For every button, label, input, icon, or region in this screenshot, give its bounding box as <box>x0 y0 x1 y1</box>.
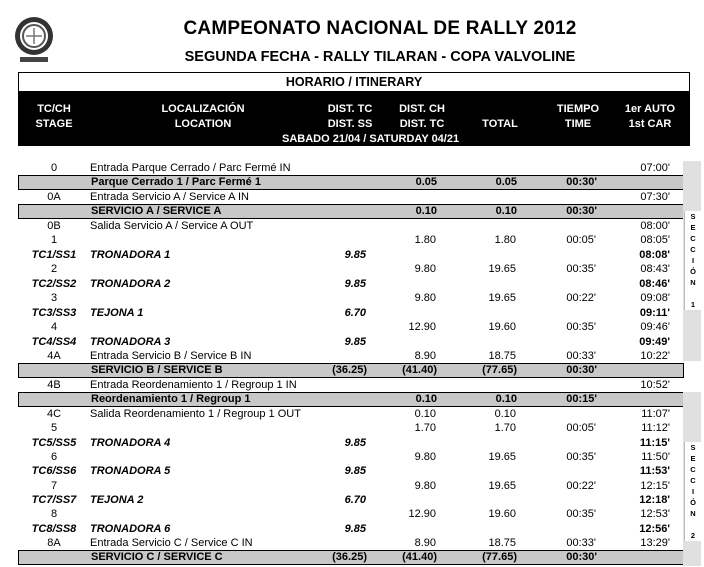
cell-loc: Entrada Parque Cerrado / Parc Fermé IN <box>90 162 291 174</box>
cell-ch: 12.90 <box>408 321 436 333</box>
cell-code: TC8/SS8 <box>31 523 77 535</box>
cell-loc: Salida Reordenamiento 1 / Regroup 1 OUT <box>90 408 301 420</box>
table-row <box>18 291 684 305</box>
cell-tot: (77.65) <box>482 364 517 376</box>
section-letter: 2 <box>690 531 696 540</box>
cell-time: 00:35' <box>566 263 596 275</box>
section-letter: C <box>690 465 696 474</box>
service-row <box>18 363 684 378</box>
itinerary-header: HORARIO / ITINERARY <box>18 72 690 92</box>
cell-ch: 1.80 <box>414 234 436 246</box>
section-letter: Ó <box>690 267 696 276</box>
table-row <box>18 378 684 392</box>
cell-car: 13:29' <box>640 537 670 549</box>
cell-loc: SERVICIO B / SERVICE B <box>91 364 223 376</box>
cell-loc: Reordenamiento 1 / Regroup 1 <box>91 393 251 405</box>
section-letter: C <box>690 476 696 485</box>
cell-car: 11:15' <box>639 437 670 449</box>
cell-car: 08:46' <box>639 278 670 290</box>
cell-car: 12:15' <box>640 480 670 492</box>
cell-time: 00:15' <box>566 393 597 405</box>
cell-tot: 18.75 <box>488 350 516 362</box>
cell-loc: TRONADORA 1 <box>90 249 171 261</box>
cell-code: TC3/SS3 <box>31 307 77 319</box>
cell-code: TC7/SS7 <box>31 494 77 506</box>
cell-car: 12:53' <box>640 508 670 520</box>
page-title: CAMPEONATO NACIONAL DE RALLY 2012 <box>183 18 577 39</box>
cell-loc: TRONADORA 6 <box>90 523 171 535</box>
cell-tot: 1.80 <box>494 234 516 246</box>
cell-tot: 1.70 <box>494 422 516 434</box>
cell-ch: 0.10 <box>415 205 437 217</box>
section-letter: I <box>691 487 695 496</box>
cell-tot: (77.65) <box>482 551 517 563</box>
cell-ch: (41.40) <box>402 551 437 563</box>
cell-time: 00:30' <box>566 176 597 188</box>
cell-time: 00:35' <box>566 508 596 520</box>
cell-loc: Entrada Reordenamiento 1 / Regroup 1 IN <box>90 379 297 391</box>
cell-loc: TRONADORA 5 <box>90 465 171 477</box>
cell-code: 2 <box>50 263 58 275</box>
cell-code: TC4/SS4 <box>31 336 77 348</box>
table-row <box>18 450 684 464</box>
cell-car: 11:12' <box>641 422 670 434</box>
cell-loc: Entrada Servicio C / Service C IN <box>90 537 253 549</box>
cell-ss: 9.85 <box>344 465 366 477</box>
cell-time: 00:33' <box>566 537 596 549</box>
service-row <box>18 392 684 407</box>
cell-time: 00:35' <box>566 321 596 333</box>
cell-loc: TRONADORA 4 <box>90 437 171 449</box>
service-row <box>18 550 684 565</box>
cell-ch: 9.80 <box>414 292 436 304</box>
cell-tot: 0.10 <box>494 408 516 420</box>
cell-ss: 9.85 <box>344 437 366 449</box>
cell-loc: SERVICIO C / SERVICE C <box>91 551 223 563</box>
page-subtitle: SEGUNDA FECHA - RALLY TILARAN - COPA VALVOLINE <box>184 49 576 65</box>
section-letter: N <box>690 509 696 518</box>
section-marker <box>684 442 701 541</box>
cell-tot: 19.65 <box>488 480 516 492</box>
cell-car: 08:08' <box>639 249 670 261</box>
service-row <box>18 175 684 190</box>
section-letter: C <box>690 234 696 243</box>
cell-code: TC6/SS6 <box>31 465 77 477</box>
stage-row <box>18 436 684 450</box>
cell-tot: 19.60 <box>488 508 516 520</box>
col-stage: TC/CH STAGE <box>35 103 73 130</box>
table-row <box>18 536 684 550</box>
cell-loc: Salida Servicio A / Service A OUT <box>90 220 254 232</box>
table-row <box>18 320 684 334</box>
cell-code: 8 <box>50 508 58 520</box>
cell-loc: TEJONA 2 <box>90 494 144 506</box>
cell-loc: Parque Cerrado 1 / Parc Fermé 1 <box>91 176 261 188</box>
column-header-bar <box>18 91 690 133</box>
table-row <box>18 421 684 435</box>
table-row <box>18 190 684 204</box>
col-time: TIEMPO TIME <box>556 103 600 130</box>
table-row <box>18 479 684 493</box>
section-letter: E <box>690 454 696 463</box>
col-dist-ch: DIST. CH DIST. TC <box>399 103 445 130</box>
cell-code: TC2/SS2 <box>31 278 77 290</box>
cell-time: 00:05' <box>566 234 596 246</box>
cell-loc: TRONADORA 3 <box>90 336 171 348</box>
cell-ch: 0.05 <box>415 176 437 188</box>
section-marker <box>684 211 701 310</box>
cell-tot: 0.05 <box>495 176 517 188</box>
stage-row <box>18 306 684 320</box>
cell-time: 00:35' <box>566 451 596 463</box>
cell-code: 4A <box>47 350 61 362</box>
cell-ss: (36.25) <box>332 364 367 376</box>
col-first-car: 1er AUTO 1st CAR <box>624 103 676 130</box>
cell-tot: 19.65 <box>488 451 516 463</box>
cell-code: 1 <box>50 234 58 246</box>
section-letter: 1 <box>690 300 696 309</box>
cell-code: 4 <box>50 321 58 333</box>
stage-row <box>18 277 684 291</box>
cell-tot: 19.65 <box>488 292 516 304</box>
cell-car: 12:56' <box>639 523 670 535</box>
cell-time: 00:30' <box>566 205 597 217</box>
section-letter: S <box>690 443 696 452</box>
section-letter: I <box>691 256 695 265</box>
cell-ch: 0.10 <box>414 408 436 420</box>
cell-car: 09:08' <box>640 292 670 304</box>
cell-time: 00:33' <box>566 350 596 362</box>
cell-code: TC5/SS5 <box>31 437 77 449</box>
cell-time: 00:22' <box>566 480 596 492</box>
table-row <box>18 262 684 276</box>
cell-time: 00:30' <box>566 364 597 376</box>
cell-loc: Entrada Servicio B / Service B IN <box>90 350 252 362</box>
cell-car: 11:07' <box>641 408 670 420</box>
cell-loc: Entrada Servicio A / Service A IN <box>90 191 249 203</box>
cell-ch: 8.90 <box>414 350 436 362</box>
cell-car: 11:50' <box>641 451 670 463</box>
cell-ss: 6.70 <box>344 307 366 319</box>
cell-code: TC1/SS1 <box>31 249 77 261</box>
table-row <box>18 349 684 363</box>
cell-ch: 9.80 <box>414 263 436 275</box>
cell-ss: 9.85 <box>344 249 366 261</box>
stage-row <box>18 493 684 507</box>
stage-row <box>18 248 684 262</box>
section-letter: C <box>690 245 696 254</box>
col-total: TOTAL <box>482 118 518 130</box>
cell-tot: 0.10 <box>495 205 517 217</box>
section-letter <box>685 288 701 299</box>
table-row <box>18 507 684 521</box>
cell-code: 0B <box>47 220 61 232</box>
cell-time: 00:30' <box>566 551 597 563</box>
cell-loc: TRONADORA 2 <box>90 278 171 290</box>
cell-ch: 9.80 <box>414 480 436 492</box>
service-row <box>18 204 684 219</box>
cell-code: 6 <box>50 451 58 463</box>
section-letter: N <box>690 278 696 287</box>
cell-ss: 9.85 <box>344 336 366 348</box>
cell-code: 4B <box>47 379 61 391</box>
cell-car: 09:11' <box>639 307 670 319</box>
cell-car: 08:43' <box>640 263 670 275</box>
section-letter: E <box>690 223 696 232</box>
table-row <box>18 233 684 247</box>
cell-car: 07:00' <box>640 162 670 174</box>
cell-ss: 9.85 <box>344 278 366 290</box>
day-row: SABADO 21/04 / SATURDAY 04/21 <box>18 133 690 146</box>
col-location: LOCALIZACIÓN LOCATION <box>161 103 245 130</box>
cell-time: 00:22' <box>566 292 596 304</box>
cell-car: 08:05' <box>640 234 670 246</box>
section-letter <box>685 519 701 530</box>
cell-ss: 9.85 <box>344 523 366 535</box>
section-letter: S <box>690 212 696 221</box>
cell-code: 7 <box>50 480 58 492</box>
cell-tot: 18.75 <box>488 537 516 549</box>
cell-tot: 19.60 <box>488 321 516 333</box>
cell-time: 00:05' <box>566 422 596 434</box>
cell-car: 08:00' <box>640 220 670 232</box>
col-dist-ss: DIST. TC DIST. SS <box>327 103 373 130</box>
cell-code: 0A <box>47 191 61 203</box>
cell-car: 10:52' <box>640 379 670 391</box>
cell-code: 8A <box>47 537 61 549</box>
cell-ch: 0.10 <box>415 393 437 405</box>
cell-car: 07:30' <box>640 191 670 203</box>
cell-car: 12:18' <box>639 494 670 506</box>
cell-car: 10:22' <box>640 350 670 362</box>
cell-loc: TEJONA 1 <box>90 307 144 319</box>
cell-code: 4C <box>46 408 62 420</box>
stage-row <box>18 464 684 478</box>
cell-tot: 0.10 <box>495 393 517 405</box>
stage-row <box>18 522 684 536</box>
cell-ch: 9.80 <box>414 451 436 463</box>
cell-loc: SERVICIO A / SERVICE A <box>91 205 222 217</box>
cell-ch: 1.70 <box>414 422 436 434</box>
cell-code: 3 <box>50 292 58 304</box>
cell-car: 11:53' <box>639 465 670 477</box>
cell-car: 09:46' <box>640 321 670 333</box>
cell-ss: 6.70 <box>344 494 366 506</box>
cell-tot: 19.65 <box>488 263 516 275</box>
cell-ch: 12.90 <box>408 508 436 520</box>
cell-ch: 8.90 <box>414 537 436 549</box>
table-row <box>18 407 684 421</box>
section-letter: Ó <box>690 498 696 507</box>
stage-row <box>18 335 684 349</box>
table-row <box>18 219 684 233</box>
cell-ch: (41.40) <box>402 364 437 376</box>
cell-car: 09:49' <box>639 336 670 348</box>
cell-code: 0 <box>50 162 58 174</box>
cell-code: 5 <box>50 422 58 434</box>
cell-ss: (36.25) <box>332 551 367 563</box>
table-row <box>18 161 684 175</box>
